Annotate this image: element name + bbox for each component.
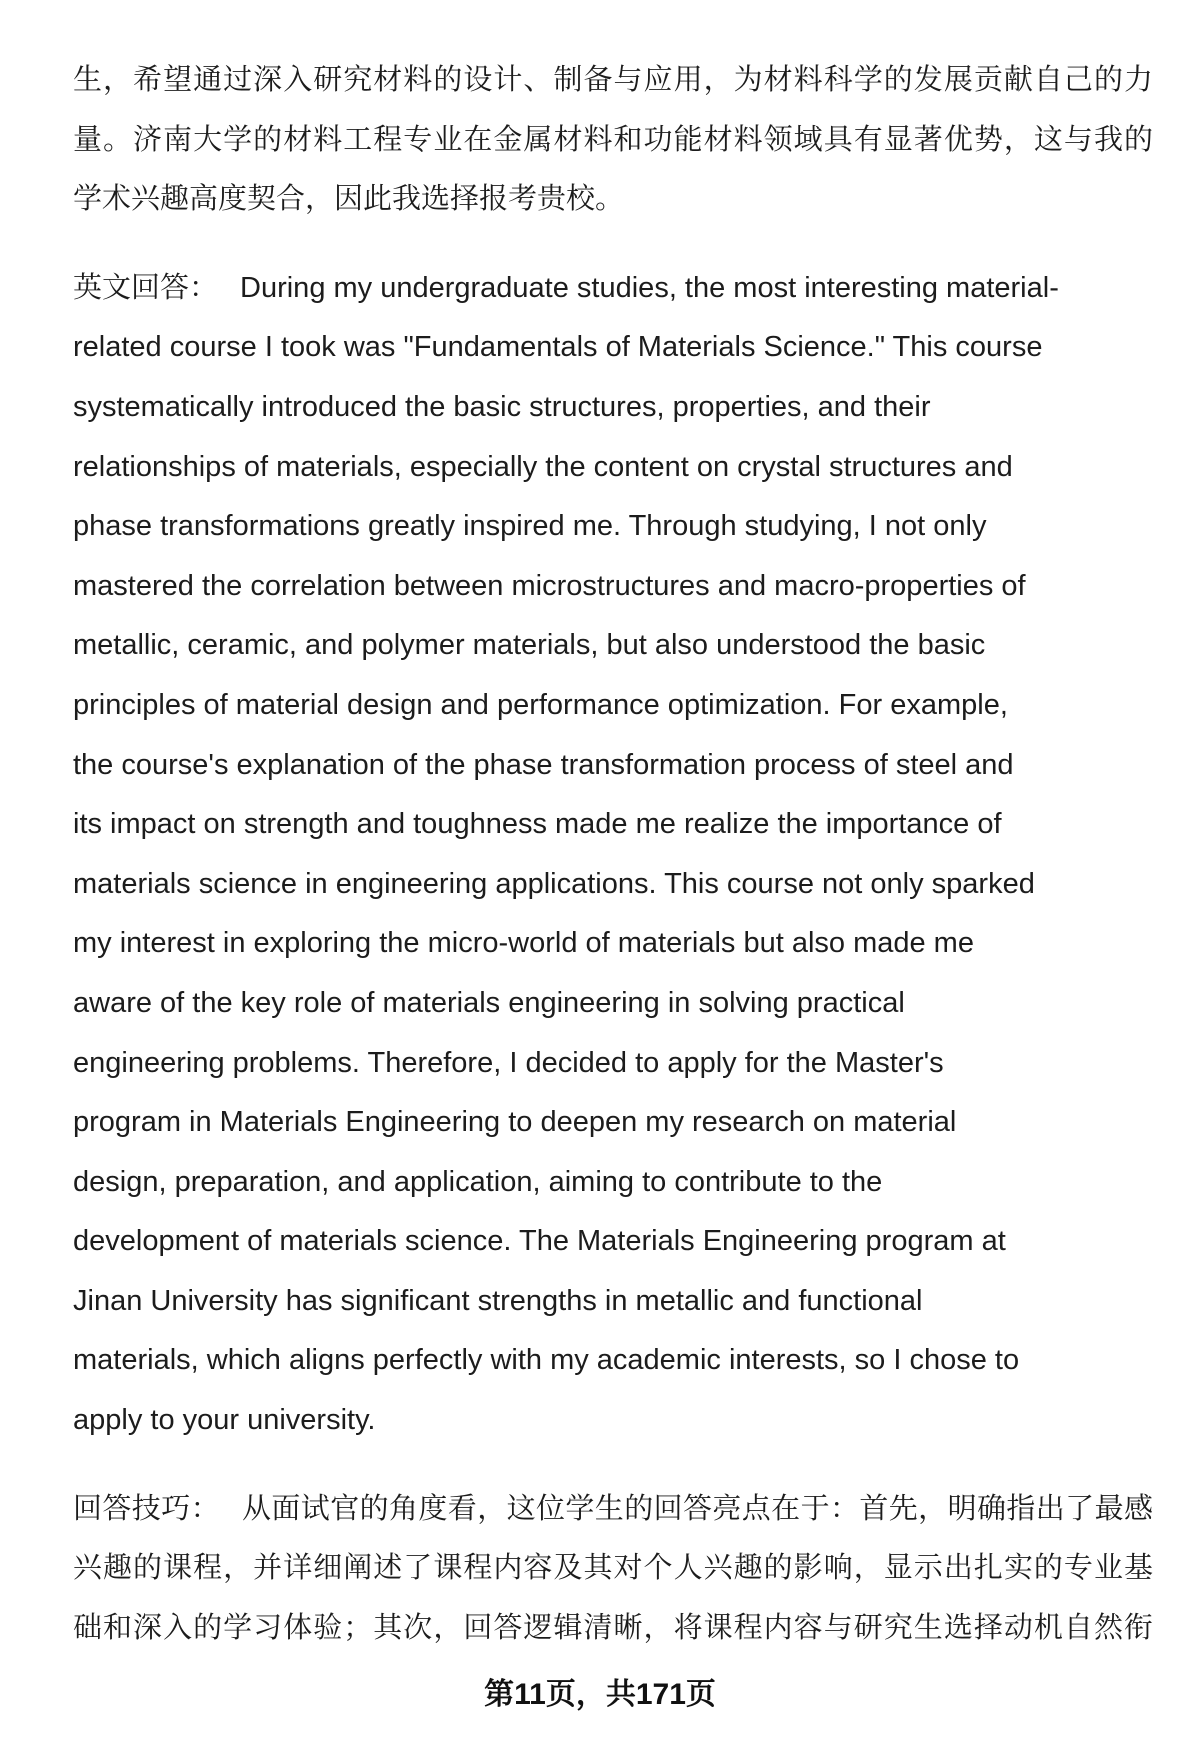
text-line: metallic, ceramic, and polymer materials, but also understood the basic [73,629,986,662]
page-number-footer: 第11页，共171页 [484,1678,716,1711]
text-line: its impact on strength and toughness made me realize the importance of [73,808,1002,841]
text-line: 量。济南大学的材料工程专业在金属材料和功能材料领域具有显著优势，这与我的 [73,123,1153,156]
text-line: program in Materials Engineering to deepen my research on material [73,1106,957,1139]
text-line-content: 从面试官的角度看，这位学生的回答亮点在于：首先，明确指出了最感 [242,1492,1153,1525]
text-line: apply to your university. [73,1404,376,1437]
document-body [73,51,1153,1687]
text-line: engineering problems. Therefore, I decided to apply for the Master's [73,1046,944,1079]
text-line [73,1480,1153,1540]
paragraph-answer-tips [73,1480,1153,1659]
text-line: the course's explanation of the phase transformation process of steel and [73,748,1014,781]
text-line: 学术兴趣高度契合，因此我选择报考贵校。 [73,183,625,216]
text-line: 生，希望通过深入研究材料的设计、制备与应用，为材料科学的发展贡献自己的力 [73,64,1153,96]
text-line: phase transformations greatly inspired me. Through studying, I not only [73,510,987,543]
text-line: Jinan University has significant strengths in metallic and functional [73,1284,923,1317]
text-line: principles of material design and performance optimization. For example, [73,688,1008,721]
paragraph-chinese-answer-end [73,51,1153,230]
text-line: materials science in engineering applications. This course not only sparked [73,867,1035,900]
text-line: 础和深入的学习体验；其次，回答逻辑清晰，将课程内容与研究生选择动机自然衔 [73,1611,1153,1644]
text-line: design, preparation, and application, aiming to contribute to the [73,1165,883,1198]
text-line: mastered the correlation between microstructures and macro-properties of [73,569,1026,602]
text-line: my interest in exploring the micro-world of materials but also made me [73,927,974,960]
text-line: aware of the key role of materials engineering in solving practical [73,986,905,1019]
text-line [73,259,1153,319]
english-answer-label: 英文回答： [73,271,219,304]
text-line: related course I took was "Fundamentals of Materials Science." This course [73,331,1043,364]
text-line: materials, which aligns perfectly with my academic interests, so I chose to [73,1344,1020,1377]
paragraph-english-answer [73,259,1153,1451]
text-line: relationships of materials, especially the content on crystal structures and [73,450,1013,483]
text-line-content: During my undergraduate studies, the most interesting material- [240,271,1059,304]
text-line: 兴趣的课程，并详细阐述了课程内容及其对个人兴趣的影响，显示出扎实的专业基 [73,1552,1153,1585]
text-line: development of materials science. The Materials Engineering program at [73,1225,1006,1258]
text-line: systematically introduced the basic structures, properties, and their [73,390,931,423]
answer-tips-label: 回答技巧： [73,1492,220,1525]
